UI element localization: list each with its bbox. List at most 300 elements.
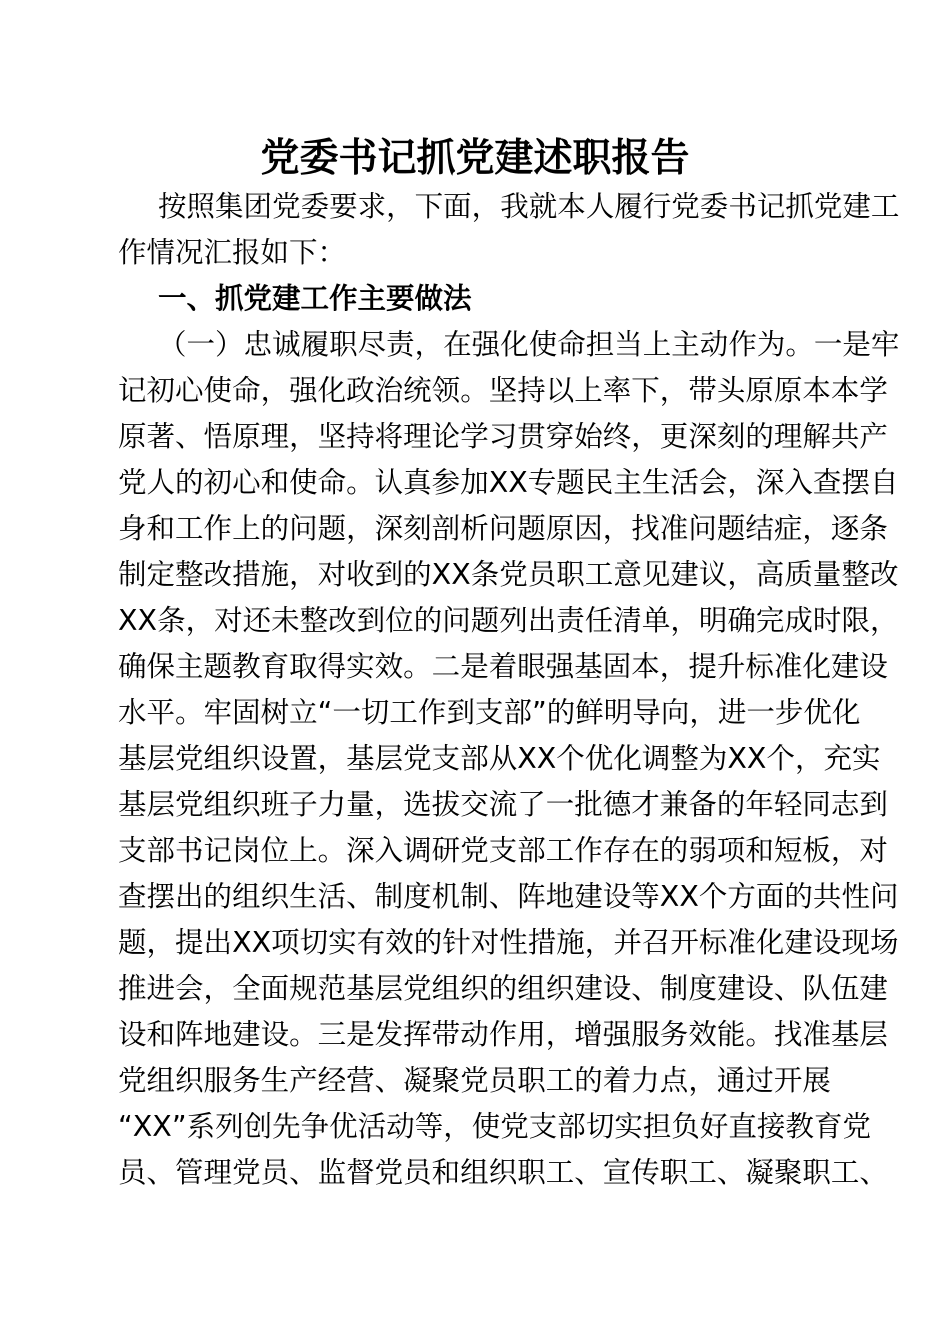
glyph: 党	[500, 1110, 529, 1143]
glyph: 在	[443, 328, 472, 361]
glyph: 深	[374, 512, 404, 545]
glyph: 支	[431, 742, 461, 775]
glyph: 记	[756, 190, 786, 223]
glyph: 活	[357, 1110, 387, 1143]
glyph: 本	[802, 374, 831, 407]
glyph: 化	[317, 374, 347, 407]
glyph: 理	[203, 1156, 233, 1189]
glyph: 到	[446, 696, 475, 729]
glyph: 进	[146, 972, 176, 1005]
glyph: 设	[859, 650, 888, 683]
glyph: 用	[517, 1018, 546, 1051]
glyph: 本	[830, 374, 860, 407]
glyph: 、	[374, 1064, 404, 1097]
glyph: 悟	[203, 420, 233, 453]
glyph: 选	[403, 788, 432, 821]
glyph: 本	[557, 190, 586, 223]
glyph: 明	[698, 604, 728, 637]
glyph: 织	[260, 880, 290, 913]
glyph: 定	[146, 558, 176, 591]
glyph: 增	[574, 1018, 603, 1051]
glyph: 充	[823, 742, 852, 775]
glyph: 建	[842, 190, 871, 223]
glyph: 全	[232, 972, 261, 1005]
glyph: X	[536, 742, 557, 775]
glyph: 穿	[545, 420, 575, 453]
glyph: 要	[329, 190, 358, 223]
glyph: 强	[471, 328, 501, 361]
glyph: 准	[773, 650, 803, 683]
glyph: 终	[602, 420, 632, 453]
glyph: 初	[203, 466, 233, 499]
glyph: 员	[488, 1064, 518, 1097]
glyph: 、	[574, 1156, 603, 1189]
glyph: 作	[417, 696, 447, 729]
glyph: 好	[699, 1110, 729, 1143]
glyph: 题	[517, 512, 546, 545]
glyph: 工	[545, 834, 575, 867]
glyph: 履	[300, 328, 330, 361]
glyph: 部	[460, 742, 489, 775]
glyph: 、	[773, 972, 803, 1005]
glyph: 三	[317, 1018, 347, 1051]
glyph: 摆	[841, 466, 870, 499]
glyph: 固	[602, 650, 632, 683]
glyph: 原	[545, 512, 575, 545]
glyph: 题	[317, 512, 347, 545]
glyph: 化	[613, 742, 642, 775]
glyph: 员	[118, 1156, 147, 1189]
glyph: 题	[556, 466, 585, 499]
glyph: 的	[716, 788, 746, 821]
glyph: 标	[698, 926, 728, 959]
glyph: 过	[745, 1064, 774, 1097]
glyph: 岗	[232, 834, 261, 867]
glyph: （	[158, 328, 187, 361]
glyph: 查	[812, 466, 842, 499]
glyph: 改	[203, 558, 233, 591]
glyph: 效	[385, 926, 414, 959]
glyph: 作	[488, 1018, 518, 1051]
glyph: 题	[118, 926, 147, 959]
glyph: 实	[328, 926, 357, 959]
glyph: 、	[488, 880, 518, 913]
glyph: 地	[545, 880, 575, 913]
glyph: 责	[556, 604, 585, 637]
glyph: 照	[186, 190, 216, 223]
glyph: 列	[499, 604, 528, 637]
glyph: 原	[773, 374, 803, 407]
glyph: 作	[728, 328, 757, 361]
glyph: 出	[527, 604, 557, 637]
glyph: 点	[659, 1064, 689, 1097]
glyph: 导	[632, 696, 661, 729]
glyph: 年	[745, 788, 774, 821]
glyph: 教	[232, 650, 261, 683]
glyph: 是	[460, 650, 489, 683]
glyph: X	[679, 880, 699, 913]
glyph: ，	[802, 512, 831, 545]
glyph: 的	[659, 834, 689, 867]
glyph: 志	[830, 788, 860, 821]
glyph: 鲜	[575, 696, 604, 729]
glyph: 监	[317, 1156, 347, 1189]
glyph: ，	[471, 190, 501, 223]
glyph: 专	[527, 466, 557, 499]
glyph: 批	[574, 788, 603, 821]
glyph: 析	[460, 512, 489, 545]
glyph: 持	[346, 420, 375, 453]
glyph: 化	[755, 926, 785, 959]
glyph: 德	[602, 788, 632, 821]
glyph: 理	[403, 420, 432, 453]
glyph: 时	[812, 604, 842, 637]
glyph: 原	[232, 420, 261, 453]
glyph: 任	[584, 604, 614, 637]
glyph: 规	[289, 972, 318, 1005]
glyph: 的	[403, 558, 432, 591]
glyph: 一	[746, 696, 775, 729]
glyph: 以	[545, 374, 575, 407]
glyph: 实	[614, 1110, 643, 1143]
glyph: 为	[756, 328, 786, 361]
glyph: 政	[346, 374, 375, 407]
glyph: 题	[470, 604, 500, 637]
glyph: 是	[842, 328, 871, 361]
glyph: 制	[460, 880, 489, 913]
glyph: 深	[688, 420, 717, 453]
glyph: 质	[784, 558, 813, 591]
glyph: 的	[203, 880, 233, 913]
glyph: 基	[118, 742, 147, 775]
glyph: 著	[146, 420, 176, 453]
glyph: 结	[745, 512, 774, 545]
glyph: 动	[699, 328, 729, 361]
paragraph-line	[118, 690, 861, 736]
glyph: 职	[517, 1064, 546, 1097]
glyph: 的	[413, 604, 443, 637]
glyph: 兼	[659, 788, 689, 821]
glyph: 入	[374, 834, 404, 867]
glyph: 施	[556, 926, 585, 959]
glyph: 更	[659, 420, 689, 453]
glyph: 一	[332, 696, 361, 729]
glyph: 交	[460, 788, 489, 821]
glyph: 组	[232, 880, 261, 913]
glyph: 就	[528, 190, 558, 223]
glyph: 机	[431, 880, 461, 913]
glyph: 拔	[431, 788, 461, 821]
glyph: 传	[631, 1156, 660, 1189]
glyph: “	[118, 1110, 133, 1143]
glyph: 准	[727, 926, 756, 959]
glyph: 实	[346, 650, 375, 683]
glyph: 完	[755, 604, 785, 637]
glyph: 力	[631, 1064, 660, 1097]
glyph: 题	[716, 512, 746, 545]
glyph: 组	[460, 1156, 489, 1189]
glyph: 切	[585, 1110, 615, 1143]
glyph: 取	[289, 650, 318, 683]
glyph: 还	[242, 604, 272, 637]
glyph: 织	[232, 788, 261, 821]
glyph: 主	[175, 650, 204, 683]
paragraph-line	[118, 1104, 871, 1150]
glyph: 着	[488, 650, 518, 683]
glyph: X	[517, 742, 537, 775]
glyph: 支	[118, 834, 147, 867]
glyph: 的	[260, 512, 290, 545]
glyph: 尽	[357, 328, 387, 361]
glyph: X	[132, 1110, 153, 1143]
glyph: 针	[442, 926, 471, 959]
glyph: 职	[556, 558, 585, 591]
glyph: 阵	[517, 880, 546, 913]
glyph: 范	[317, 972, 347, 1005]
glyph: 职	[517, 1156, 546, 1189]
glyph: 刻	[716, 420, 746, 453]
glyph: 基	[346, 742, 375, 775]
glyph: ，	[386, 190, 415, 223]
glyph: 督	[346, 1156, 375, 1189]
glyph: 整	[841, 558, 870, 591]
glyph: 工	[870, 190, 900, 223]
glyph: ，	[346, 512, 375, 545]
glyph: 保	[146, 650, 176, 683]
glyph: 人	[146, 466, 176, 499]
glyph: 对	[859, 834, 888, 867]
glyph: 对	[214, 604, 243, 637]
glyph: 伍	[830, 972, 860, 1005]
paragraph-line	[118, 782, 888, 828]
glyph: 上	[574, 374, 603, 407]
glyph: 置	[289, 742, 318, 775]
glyph: 找	[631, 512, 660, 545]
glyph: 着	[602, 1064, 632, 1097]
glyph: 的	[784, 880, 813, 913]
glyph: 组	[203, 742, 233, 775]
glyph: 党	[272, 190, 301, 223]
glyph: 二	[431, 650, 461, 683]
glyph: 部	[557, 1110, 586, 1143]
glyph: 党	[232, 1156, 261, 1189]
glyph: 负	[671, 1110, 700, 1143]
glyph: 场	[869, 926, 899, 959]
glyph: 教	[785, 1110, 814, 1143]
glyph: 个	[698, 880, 728, 913]
glyph: 初	[146, 374, 176, 407]
glyph: 接	[756, 1110, 786, 1143]
glyph: 经	[317, 1064, 347, 1097]
glyph: 步	[774, 696, 804, 729]
glyph: 加	[460, 466, 489, 499]
glyph: 始	[574, 420, 603, 453]
glyph: ，	[185, 604, 215, 637]
glyph: 建	[716, 972, 746, 1005]
glyph: 支	[474, 696, 504, 729]
glyph: 共	[830, 420, 860, 453]
glyph: 推	[118, 972, 147, 1005]
glyph: 宣	[602, 1156, 632, 1189]
glyph: 心	[175, 374, 204, 407]
glyph: 效	[374, 650, 404, 683]
glyph: 上	[232, 512, 261, 545]
glyph: 个	[556, 742, 585, 775]
glyph: 未	[271, 604, 300, 637]
glyph: 子	[289, 788, 318, 821]
glyph: 深	[346, 834, 375, 867]
glyph: 轻	[773, 788, 803, 821]
glyph: 问	[688, 512, 717, 545]
glyph: 并	[613, 926, 642, 959]
glyph: 摆	[146, 880, 176, 913]
glyph: 队	[802, 972, 831, 1005]
glyph: 和	[260, 466, 290, 499]
glyph: “	[317, 696, 333, 729]
glyph: 的	[413, 926, 443, 959]
glyph: ，	[727, 558, 756, 591]
glyph: 建	[859, 972, 888, 1005]
glyph: 组	[203, 788, 233, 821]
glyph: 人	[585, 190, 615, 223]
glyph: 使	[203, 374, 233, 407]
glyph: 命	[317, 466, 347, 499]
glyph: 弱	[688, 834, 717, 867]
glyph: 工	[175, 512, 204, 545]
glyph: 位	[385, 604, 414, 637]
glyph: 工	[389, 696, 418, 729]
glyph: 聚	[773, 1156, 803, 1189]
glyph: 存	[602, 834, 632, 867]
glyph: X	[137, 604, 158, 637]
glyph: 牢	[203, 696, 233, 729]
glyph: 使	[289, 466, 318, 499]
glyph: 施	[260, 558, 290, 591]
glyph: 习	[488, 420, 518, 453]
glyph: 产	[859, 420, 888, 453]
glyph: 职	[659, 1156, 689, 1189]
glyph: 一	[545, 788, 575, 821]
glyph: 一	[813, 328, 843, 361]
glyph: 。	[403, 650, 432, 683]
glyph: 和	[146, 1018, 176, 1051]
glyph: 党	[175, 742, 204, 775]
glyph: 调	[403, 834, 432, 867]
glyph: 创	[243, 1110, 273, 1143]
glyph: 凝	[745, 1156, 774, 1189]
glyph: 、	[716, 1156, 746, 1189]
glyph: 改	[328, 604, 357, 637]
glyph: 育	[260, 650, 290, 683]
glyph: 问	[289, 512, 318, 545]
glyph: 通	[716, 1064, 746, 1097]
glyph: 组	[517, 972, 546, 1005]
glyph: 固	[232, 696, 261, 729]
glyph: 治	[374, 374, 404, 407]
paragraph-line: 作情况汇报如下：	[118, 236, 347, 269]
glyph: 同	[802, 788, 831, 821]
glyph: 和	[431, 1156, 461, 1189]
glyph: 工	[830, 1156, 860, 1189]
glyph: 组	[146, 1064, 176, 1097]
glyph: X	[746, 742, 767, 775]
glyph: 书	[728, 190, 757, 223]
glyph: 凝	[403, 1064, 432, 1097]
glyph: 班	[260, 788, 290, 821]
glyph: 设	[745, 972, 774, 1005]
glyph: 的	[488, 972, 518, 1005]
glyph: 意	[613, 558, 642, 591]
glyph: 民	[584, 466, 614, 499]
glyph: 职	[329, 328, 358, 361]
glyph: 现	[841, 926, 870, 959]
glyph: 生	[289, 880, 318, 913]
glyph: 建	[784, 926, 813, 959]
glyph: 记	[118, 374, 147, 407]
glyph: 能	[716, 1018, 746, 1051]
glyph: 本	[631, 650, 660, 683]
glyph: X	[118, 604, 138, 637]
glyph: 党	[460, 834, 489, 867]
glyph: ，	[659, 650, 689, 683]
glyph: 设	[602, 972, 632, 1005]
paragraph-line	[118, 552, 899, 598]
glyph: 使	[528, 328, 558, 361]
glyph: 化	[802, 650, 831, 683]
glyph: 量	[812, 558, 842, 591]
glyph: 到	[374, 558, 404, 591]
document-title: 党委书记抓党建述职报告	[260, 135, 690, 181]
paragraph-line	[118, 460, 899, 506]
glyph: X	[451, 558, 471, 591]
glyph: 深	[755, 466, 785, 499]
glyph: 得	[317, 650, 347, 683]
glyph: 作	[574, 834, 603, 867]
paragraph-line	[118, 920, 899, 966]
paragraph-line	[118, 644, 888, 690]
glyph: 。	[745, 1018, 774, 1051]
glyph: 基	[118, 788, 147, 821]
glyph: 条	[157, 604, 186, 637]
glyph: ”	[171, 1110, 187, 1143]
glyph: ，	[317, 742, 347, 775]
glyph: 。	[785, 328, 814, 361]
paragraph-line	[118, 874, 899, 920]
glyph: 研	[431, 834, 461, 867]
glyph: X	[251, 926, 272, 959]
glyph: 当	[614, 328, 643, 361]
glyph: 开	[670, 926, 699, 959]
glyph: 建	[670, 558, 699, 591]
glyph: 命	[232, 374, 261, 407]
glyph: 党	[460, 1064, 489, 1097]
glyph: 带	[431, 1018, 461, 1051]
glyph: 实	[851, 742, 881, 775]
glyph: 的	[175, 466, 204, 499]
glyph: 心	[232, 466, 261, 499]
glyph: 工	[545, 1156, 575, 1189]
glyph: 论	[431, 420, 461, 453]
glyph: 诚	[272, 328, 301, 361]
glyph: 集	[215, 190, 244, 223]
glyph: 党	[499, 558, 528, 591]
glyph: 动	[460, 1018, 489, 1051]
glyph: 作	[203, 512, 233, 545]
glyph: X	[508, 466, 528, 499]
glyph: 我	[500, 190, 529, 223]
glyph: 条	[470, 558, 500, 591]
glyph: 管	[175, 1156, 204, 1189]
